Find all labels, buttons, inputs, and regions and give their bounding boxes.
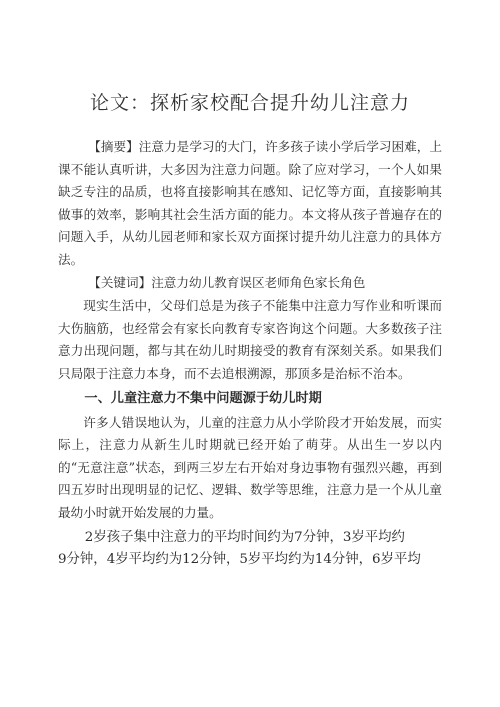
keywords-line: 【关键词】注意力幼儿教育误区老师角色家长角色: [88, 274, 366, 290]
section-heading: 一、儿童注意力不集中问题源于幼儿时期: [84, 390, 322, 406]
age-attention-line-1: 2岁孩子集中注意力的平均时间约为7分钟，3岁平均约: [84, 529, 405, 545]
document-body: [58, 136, 442, 571]
intro-paragraph: 现实生活中，父母们总是为孩子不能集中注意力写作业和听课而大伤脑筋，也经常会有家长向教育专家咨询这个问题。大多数孩子注意力出现问题，都与其在幼儿时期接受的教育有深刻关系。如果我们只局限于注意力本身，而不去追根溯源，那顶多是治标不治本。: [58, 298, 442, 381]
abstract-paragraph: 【摘要】注意力是学习的大门，许多孩子读小学后学习困难，上课不能认真听讲，大多因为注意力问题。除了应对学习，一个人如果缺乏专注的品质，也将直接影响其在感知、记忆等方面，直接影响其做事的效率，影响其社会生活方面的能力。本文将从孩子普遍存在的问题入手，从幼儿园老师和家长双方面探讨提升幼儿注意力的具体方法。: [58, 139, 442, 267]
age-attention-line-2: 9分钟，4岁平均约为12分钟，5岁平均约为14分钟，6岁平均: [58, 551, 421, 567]
section-paragraph: 许多人错误地认为，儿童的注意力从小学阶段才开始发展，而实际上，注意力从新生儿时期就已经开始了萌芽。从出生一岁以内的“无意注意”状态，到两三岁左右开始对身边事物有强烈兴趣，再到四五岁时出现明显的记忆、逻辑、数学等思维，注意力是一个从儿童最幼小时就开始发展的力量。: [58, 414, 442, 520]
document-title: 论文：探析家校配合提升幼儿注意力: [89, 92, 410, 114]
